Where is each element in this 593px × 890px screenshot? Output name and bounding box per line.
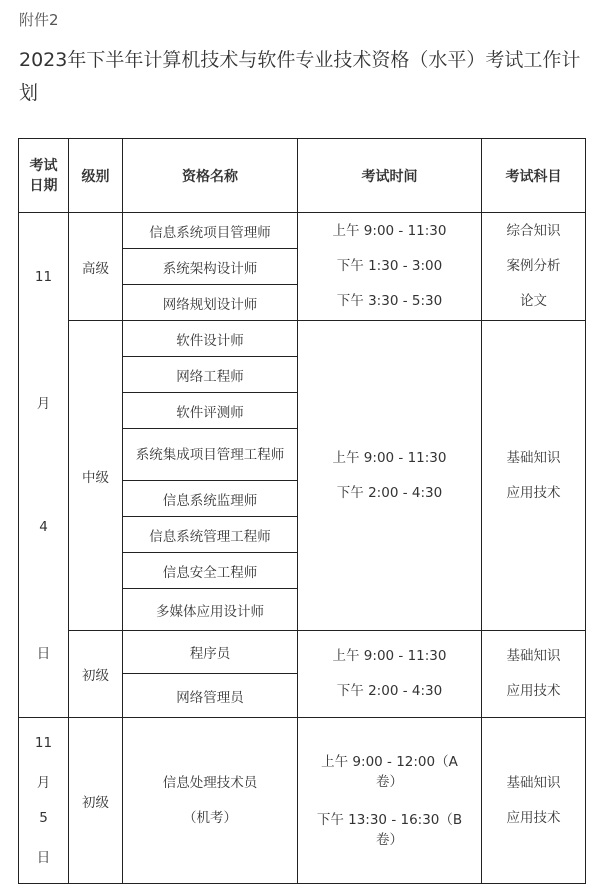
time-line: 上午 9:00 - 11:30 (332, 449, 447, 466)
qualification-name: 信息系统项目管理师 (123, 213, 298, 249)
level-junior: 初级 (69, 631, 123, 718)
qualification-note: （机考） (183, 809, 237, 826)
date-char: 日 (36, 645, 51, 662)
subject-line: 综合知识 (506, 223, 561, 239)
header-time: 考试时间 (298, 139, 482, 213)
date-char: 月 (36, 774, 51, 791)
date-char: 5 (39, 810, 48, 827)
table-header-row (19, 139, 586, 213)
header-date-line2: 日期 (29, 177, 58, 194)
qualification-name: 系统架构设计师 (123, 249, 298, 285)
qualification-name: 信息安全工程师 (123, 553, 298, 589)
header-date (19, 139, 69, 213)
qualification-name: 软件评测师 (123, 393, 298, 429)
time-cell-nov5 (298, 718, 482, 884)
table-row (19, 213, 586, 249)
time-line: 上午 9:00 - 11:30 (332, 648, 447, 664)
level-senior: 高级 (69, 213, 123, 321)
subject-line: 基础知识 (506, 449, 561, 466)
date-char: 月 (36, 395, 51, 412)
qualification-name: 网络规划设计师 (123, 285, 298, 321)
time-line: 下午 13:30 - 16:30（B卷） (316, 811, 463, 848)
date-cell-nov4 (19, 213, 69, 718)
date-char: 日 (36, 849, 51, 866)
header-level: 级别 (69, 139, 123, 213)
subject-cell-nov5 (482, 718, 586, 884)
table-row (19, 631, 586, 674)
qualification-name: 信息系统监理师 (123, 481, 298, 517)
date-char: 11 (34, 735, 53, 752)
time-cell-intermediate (298, 321, 482, 631)
subject-line: 应用技术 (506, 809, 561, 826)
subject-line: 案例分析 (506, 258, 561, 274)
qualification-cell-nov5 (123, 718, 298, 884)
subject-line: 基础知识 (506, 774, 561, 791)
time-line: 下午 2:00 - 4:30 (336, 484, 443, 501)
subject-line: 应用技术 (506, 484, 561, 501)
qualification-name: 信息处理技术员 (162, 774, 258, 791)
document-title: 2023年下半年计算机技术与软件专业技术资格（水平）考试工作计划 (19, 49, 581, 104)
exam-schedule-table (18, 138, 586, 884)
time-line: 下午 1:30 - 3:00 (336, 258, 443, 274)
header-subject: 考试科目 (482, 139, 586, 213)
date-char: 4 (39, 518, 48, 535)
qualification-name: 软件设计师 (123, 321, 298, 357)
qualification-name: 多媒体应用设计师 (123, 589, 298, 631)
qualification-name: 程序员 (123, 631, 298, 674)
subject-cell-intermediate (482, 321, 586, 631)
qualification-name: 系统集成项目管理工程师 (123, 429, 298, 481)
time-line: 下午 2:00 - 4:30 (336, 683, 443, 699)
subject-cell-senior (482, 213, 586, 321)
qualification-name: 信息系统管理工程师 (123, 517, 298, 553)
subject-line: 基础知识 (506, 648, 561, 664)
time-cell-senior (298, 213, 482, 321)
date-char: 11 (34, 268, 53, 285)
date-cell-nov5 (19, 718, 69, 884)
header-date-line1: 考试 (29, 157, 58, 174)
subject-line: 应用技术 (506, 683, 561, 699)
header-name: 资格名称 (123, 139, 298, 213)
attachment-label: 附件2 (19, 11, 59, 29)
time-line: 下午 3:30 - 5:30 (336, 293, 443, 309)
time-line: 上午 9:00 - 11:30 (332, 223, 447, 239)
table-row (19, 718, 586, 884)
level-junior-nov5: 初级 (69, 718, 123, 884)
time-line: 上午 9:00 - 12:00（A卷） (321, 753, 458, 790)
level-intermediate: 中级 (69, 321, 123, 631)
table-row (19, 321, 586, 357)
time-cell-junior (298, 631, 482, 718)
subject-line: 论文 (520, 293, 547, 309)
qualification-name: 网络管理员 (123, 674, 298, 718)
subject-cell-junior (482, 631, 586, 718)
qualification-name: 网络工程师 (123, 357, 298, 393)
